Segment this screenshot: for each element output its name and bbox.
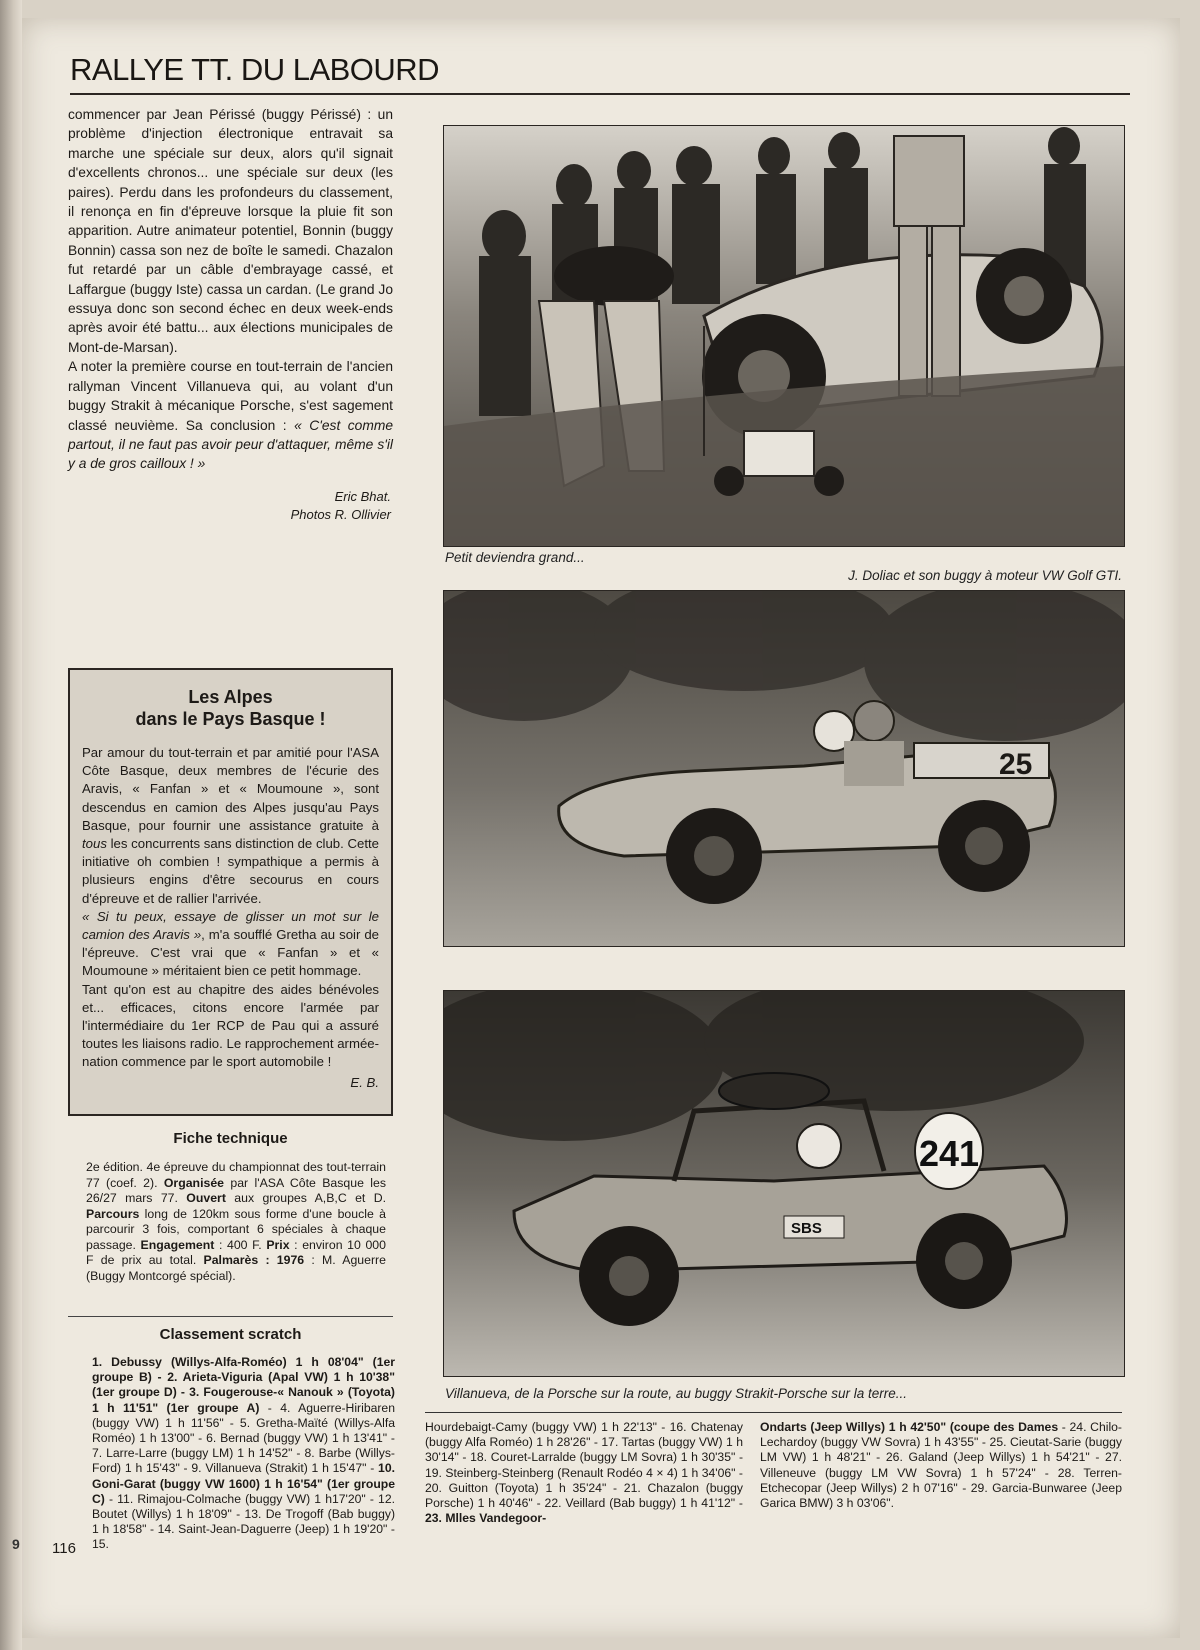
box-title	[82, 686, 379, 730]
box-p2-text: , m'a soufflé Gretha au soir de l'épreuve. C'est vrai que « Fanfan » et « Moumoune » méritaient bien ce petit hommage.	[82, 927, 379, 979]
results-24-29: - 24. Chilo-Lechardoy (buggy VW Sovra) 1 h 43'55" - 25. Cieutat-Sarie (buggy LM VW) 1 h 48'21" - 26. Galand (Jeep Willys) 1 h 54'21" - 27. Villeneuve (buggy LM VW Sovra) 1 h 57'24" - 28. Terren-Etchecopar (Jeep Willys) 2 h 07'16" - 29. Garcia-Bunwaree (Jeep Garica BMW) 3 h 03'06".	[760, 1420, 1122, 1511]
results-top3: 1. Debussy (Willys-Alfa-Roméo) 1 h 08'04" (1er groupe B) - 2. Arieta-Viguria (Apal VW) 1 h 10'38" (1er groupe D) - 3. Fougerouse-« Nanouk » (Toyota) 1 h 11'51" (1er groupe A)	[92, 1355, 395, 1415]
results-divider	[425, 1412, 1122, 1413]
fiche-b3: Parcours	[86, 1206, 140, 1221]
article-paragraph-1: commencer par Jean Périssé (buggy Périssé) : un problème d'injection électronique entravait sa marche une spéciale sur deux, alors qu'il signait d'excellents chronos... une spéciale sur deux (les paires). Perdu dans les profondeurs du classement, il renonça en fin d'épreuve lorsque la pluie fit son apparition. Autre animateur potentiel, Bonnin (buggy Bonnin) cassa son nez de boîte le samedi. Chazalon fut retardé par un câble d'embrayage cassé, et Laffargue (buggy Iste) cassa un cardan. (Le grand Jo essuya donc son second échec en deux week-ends après avoir été battu... aux élections municipales de Mont-de-Marsan).	[68, 107, 393, 355]
results-column-3	[760, 1420, 1122, 1511]
fiche-t1: 2e édition. 4e épreuve du championnat des tout-terrain 77 (coef. 2).	[86, 1160, 386, 1190]
fiche-title: Fiche technique	[173, 1130, 288, 1147]
photo-buggy-25	[443, 590, 1125, 947]
fiche-b6: Palmarès : 1976	[203, 1253, 305, 1267]
box-p1-italic: tous	[82, 836, 107, 852]
fiche-body	[86, 1160, 386, 1284]
photo-mechanic-rc-car	[443, 125, 1125, 547]
caption-photo-1-right: J. Doliac et son buggy à moteur VW Golf GTI.	[848, 568, 1122, 583]
results-4-9: - 4. Aguerre-Hiribaren (buggy VW) 1 h 11'56" - 5. Gretha-Maïté (Willys-Alfa Roméo) 1 h 13'00" - 6. Bernad (buggy VW) 1 h 13'41" - 7. Larre-Larre (buggy LM) 1 h 14'52" - 8. Barbe (Willys-Ford) 1 h 15'43" - 9. Villanueva (Strakit) 1 h 15'47" -	[92, 1400, 395, 1476]
fiche-t5: : 400 F.	[214, 1237, 267, 1252]
fiche-b1: Organisée	[163, 1175, 225, 1190]
box-p2-italic: « Si tu peux, essaye de glisser un mot sur le camion des Aravis »	[82, 908, 379, 943]
box-title-line-1: Les Alpes	[188, 687, 273, 707]
fiche-t3: aux groupes A,B,C et D.	[225, 1191, 386, 1205]
photo-buggy-241	[443, 990, 1125, 1377]
fiche-t4: long de 120km sous forme d'une boucle à parcourir 3 fois, comportant 6 spéciales à chaque passage.	[86, 1206, 386, 1252]
box-p1-end: les concurrents sans distinction de club. Cette initiative oh combien ! sympathique a permis à plusieurs engins d'être secourus en cours d'épreuve et de rallier l'arrivée.	[82, 836, 379, 906]
box-p1-text: Par amour du tout-terrain et par amitié pour l'ASA Côte Basque, deux membres de l'écurie des Aravis, « Fanfan » et « Moumoune », sont descendus en camion des Alpes jusqu'au Pays Basque, pour fournir une assistance gratuite à	[82, 745, 379, 833]
fiche-divider	[68, 1316, 393, 1317]
fiche-b5: Prix	[266, 1237, 290, 1252]
results-16-22: Hourdebaigt-Camy (buggy VW) 1 h 22'13" - 16. Chatenay (buggy Alfa Roméo) 1 h 28'26" - 17. Tartas (buggy VW) 1 h 30'14" - 18. Couret-Larralde (buggy LM Sovra) 1 h 30'35" - 19. Steinberg-Steinberg (Renault Rodéo 4 × 4) 1 h 34'06" - 20. Guitton (Toyota) 1 h 35'24" - 21. Chazalon (buggy Porsche) 1 h 40'46" - 22. Veillard (Bab buggy) 1 h 41'12" -	[425, 1420, 743, 1511]
fiche-b2: Ouvert	[186, 1191, 226, 1205]
photo-credit: Photos R. Ollivier	[290, 506, 391, 522]
caption-photo-1-left: Petit deviendra grand...	[445, 550, 585, 565]
fiche-t2: par l'ASA Côte Basque les 26/27 mars 77.	[86, 1175, 386, 1205]
fiche-t7: : M. Aguerre (Buggy Montcorgé spécial).	[86, 1253, 386, 1283]
page-number: 116	[52, 1540, 76, 1557]
article-author: Eric Bhat.	[334, 488, 391, 504]
page-binding	[0, 0, 22, 1650]
box-title-line-2: dans le Pays Basque !	[135, 709, 326, 729]
classement-title: Classement scratch	[159, 1326, 302, 1343]
box-signature: E. B.	[350, 1074, 379, 1090]
results-23-start: 23. Mlles Vandegoor-	[425, 1511, 547, 1526]
sidebar-box	[68, 668, 393, 1116]
article-column	[68, 105, 393, 524]
results-10: 10. Goni-Garat (buggy VW 1600) 1 h 16'54" (1er groupe C)	[92, 1461, 395, 1506]
article-credits	[68, 488, 393, 524]
box-paragraph-2	[82, 908, 379, 981]
car-number-25: 25	[999, 748, 1033, 781]
results-23-end: Ondarts (Jeep Willys) 1 h 42'50" (coupe des Dames	[760, 1420, 1059, 1434]
results-column-2	[425, 1420, 743, 1526]
box-paragraph-1	[82, 744, 379, 908]
results-11-15: - 11. Rimajou-Colmache (buggy VW) 1 h17'20" - 12. Boutet (Willys) 1 h 18'09" - 13. De Trogoff (Bab buggy) 1 h 18'58" - 14. Saint-Jean-Daguerre (Jeep) 1 h 19'20" - 15.	[92, 1491, 395, 1552]
page-title: RALLYE TT. DU LABOURD	[70, 52, 1130, 95]
edge-page-number: 9	[12, 1536, 20, 1552]
caption-photo-3: Villanueva, de la Porsche sur la route, au buggy Strakit-Porsche sur la terre...	[445, 1386, 907, 1401]
car-number-241: 241	[919, 1133, 980, 1174]
article-quote: « C'est comme partout, il ne faut pas avoir peur d'attaquer, même s'il y a de gros cailloux ! »	[68, 417, 393, 472]
results-column-1	[92, 1355, 395, 1553]
article-paragraph-2	[68, 357, 393, 473]
car-sponsor-label: SBS	[791, 1220, 822, 1237]
fiche-b4: Engagement	[140, 1237, 215, 1252]
article-paragraph-2-text: A noter la première course en tout-terrain de l'ancien rallyman Vincent Villanueva qui, au volant d'un buggy Strakit à mécanique Porsche, s'est sagement classé neuvième. Sa conclusion :	[68, 359, 393, 433]
box-paragraph-3: Tant qu'on est au chapitre des aides bénévoles et... efficaces, citons encore l'armée par l'intermédiaire du 1er RCP de Pau qui a assuré toutes les liaisons radio. Le rapprochement armée-nation commence par le sport automobile !	[82, 981, 379, 1070]
fiche-t6: : environ 10 000 F de prix au total.	[86, 1237, 386, 1267]
